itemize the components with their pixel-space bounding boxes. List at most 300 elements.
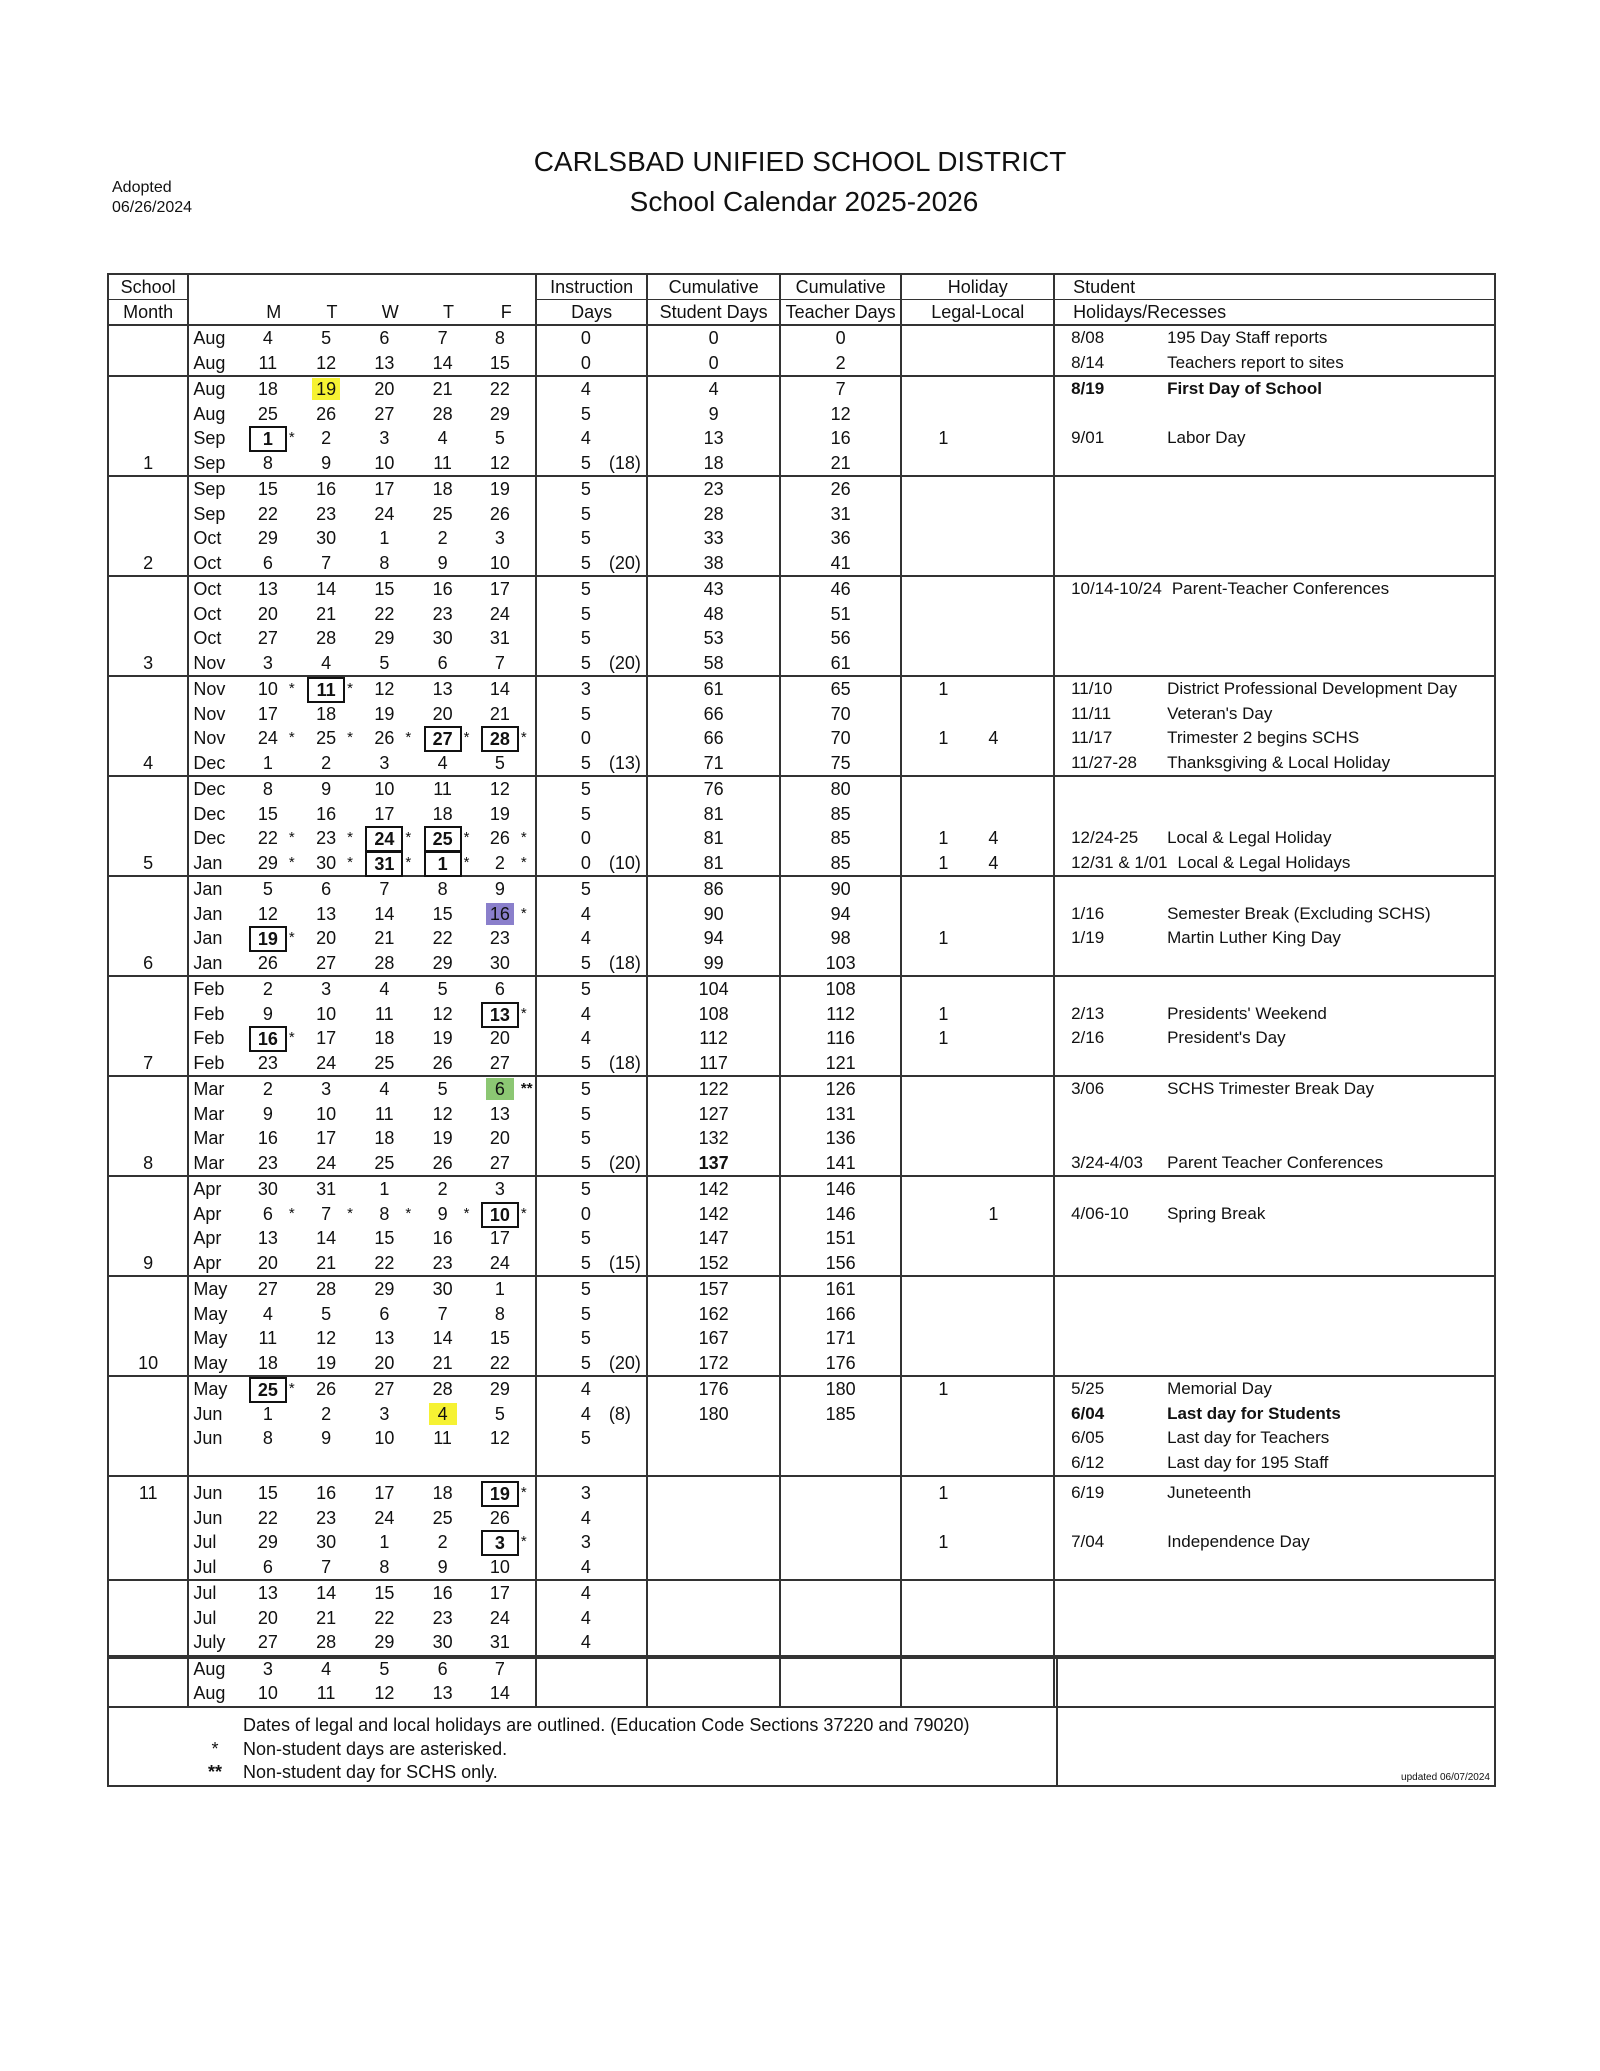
instruction-days-cell bbox=[536, 726, 647, 751]
day-cell bbox=[303, 651, 361, 677]
day-number-wrap bbox=[479, 777, 521, 801]
day-number-wrap bbox=[305, 426, 347, 450]
school-month-cell: 4 bbox=[108, 751, 188, 777]
day-cell bbox=[303, 1076, 361, 1102]
day-number: 30 bbox=[432, 1279, 453, 1299]
day-number: 2 bbox=[262, 979, 273, 999]
day-number-wrap bbox=[422, 702, 464, 726]
holiday-date-outlined: 3 bbox=[481, 1530, 519, 1556]
holiday-legal-local-cell bbox=[901, 1530, 1054, 1555]
instruction-days-cell bbox=[536, 1276, 647, 1302]
month-label: May bbox=[188, 1276, 244, 1302]
day-number: 2 bbox=[494, 852, 505, 873]
day-number-wrap bbox=[479, 1002, 521, 1028]
day-number-wrap bbox=[247, 751, 289, 775]
day-number: 1 bbox=[262, 1403, 273, 1424]
day-cell bbox=[419, 1580, 477, 1606]
day-cell bbox=[245, 1076, 303, 1102]
non-student-asterisk: * bbox=[463, 853, 470, 871]
day-cell bbox=[419, 376, 477, 402]
day-number: 12 bbox=[316, 352, 337, 373]
holiday-legal-local-cell bbox=[901, 1351, 1054, 1377]
instruction-days-cell bbox=[536, 926, 647, 951]
day-number-wrap bbox=[363, 402, 405, 426]
legend-note-double-asterisk: Non-student day for SCHS only. bbox=[243, 1762, 498, 1782]
day-cell bbox=[361, 351, 419, 377]
day-number-wrap bbox=[305, 702, 347, 726]
day-cell bbox=[419, 1555, 477, 1581]
day-number: 22 bbox=[257, 828, 278, 848]
day-number-wrap bbox=[363, 526, 405, 550]
holiday-description: Teachers report to sites bbox=[1167, 352, 1344, 372]
day-number-wrap bbox=[479, 1326, 521, 1350]
non-student-asterisk: * bbox=[520, 1484, 527, 1501]
month-label: Nov bbox=[193, 728, 226, 749]
school-month-cell bbox=[108, 1606, 188, 1631]
day-number: 10 bbox=[257, 1683, 278, 1703]
day-number-wrap bbox=[363, 1151, 405, 1175]
day-number-wrap bbox=[247, 877, 289, 901]
calendar-row bbox=[108, 1376, 1495, 1402]
holiday-description: Thanksgiving & Local Holiday bbox=[1167, 752, 1391, 772]
day-number: 2 bbox=[437, 1532, 448, 1552]
cumulative-student-days bbox=[647, 1530, 780, 1555]
day-cell bbox=[303, 1376, 361, 1402]
month-label: Sep bbox=[188, 476, 244, 502]
instruction-days: 3 bbox=[580, 679, 591, 699]
day-number: 29 bbox=[374, 1279, 395, 1299]
instruction-days: 5 bbox=[580, 452, 591, 473]
instruction-days: 5 bbox=[580, 579, 591, 599]
day-number-wrap bbox=[422, 1202, 464, 1226]
instruction-days-cell bbox=[536, 376, 647, 402]
school-month-cell bbox=[108, 726, 188, 751]
day-cell bbox=[478, 476, 536, 502]
day-number: 17 bbox=[489, 579, 510, 599]
day-number-wrap bbox=[305, 477, 347, 501]
instruction-days: 0 bbox=[580, 828, 591, 848]
day-number-wrap bbox=[363, 1377, 405, 1401]
cumulative-student-days bbox=[647, 1555, 780, 1581]
instruction-days: 4 bbox=[580, 903, 591, 924]
day-number-wrap bbox=[305, 502, 347, 526]
student-holiday-cell bbox=[1054, 826, 1495, 851]
day-number: 17 bbox=[374, 803, 395, 824]
student-holiday-cell bbox=[1054, 702, 1495, 727]
day-number-wrap bbox=[479, 1555, 521, 1579]
day-cell bbox=[245, 951, 303, 977]
calendar-row bbox=[108, 551, 1495, 577]
month-label: Apr bbox=[193, 1228, 222, 1249]
day-number-wrap bbox=[247, 1151, 289, 1175]
day-number-wrap bbox=[247, 1506, 289, 1530]
day-number-wrap bbox=[479, 1451, 521, 1475]
day-number: 16 bbox=[432, 1228, 453, 1248]
day-cell bbox=[245, 1226, 303, 1251]
holiday-date: 2/13 bbox=[1071, 1003, 1105, 1023]
cumulative-teacher-days: 65 bbox=[780, 676, 902, 702]
day-number-wrap bbox=[305, 577, 347, 601]
district-name: CARLSBAD UNIFIED SCHOOL DISTRICT bbox=[533, 146, 1067, 177]
day-cell bbox=[419, 1002, 477, 1027]
instruction-days: 5 bbox=[580, 403, 591, 424]
instruction-days-cell bbox=[536, 402, 647, 427]
month-label: Apr bbox=[193, 1252, 222, 1273]
day-number: 7 bbox=[437, 1303, 448, 1324]
day-number-wrap bbox=[247, 1555, 289, 1579]
day-cell bbox=[478, 1302, 536, 1327]
cumulative-student-days: 81 bbox=[647, 851, 780, 877]
holiday-legal-local-cell bbox=[901, 1606, 1054, 1631]
month-label: May bbox=[193, 1352, 228, 1373]
day-cell bbox=[419, 1226, 477, 1251]
day-number: 12 bbox=[432, 1003, 453, 1024]
student-holiday-cell bbox=[1054, 1376, 1495, 1402]
day-cell bbox=[245, 1276, 303, 1302]
day-number: 13 bbox=[489, 1103, 510, 1124]
day-cell bbox=[303, 1506, 361, 1531]
day-cell bbox=[419, 1251, 477, 1277]
day-number: 13 bbox=[257, 579, 278, 599]
day-cell bbox=[478, 951, 536, 977]
day-cell bbox=[419, 1506, 477, 1531]
day-number-wrap bbox=[422, 951, 464, 975]
day-number: 14 bbox=[432, 1328, 453, 1348]
cumulative-student-days bbox=[647, 1481, 780, 1506]
day-number-wrap bbox=[363, 1177, 405, 1201]
holiday-legal-local-cell bbox=[901, 1076, 1054, 1102]
day-cell bbox=[303, 626, 361, 651]
day-number: 24 bbox=[489, 1252, 510, 1273]
calendar-row bbox=[108, 1580, 1495, 1606]
day-number: 11 bbox=[433, 452, 452, 473]
day-number: 4 bbox=[379, 979, 390, 999]
cumulative-teacher-days: 61 bbox=[780, 651, 902, 677]
day-number-wrap bbox=[479, 826, 521, 850]
day-cell bbox=[419, 1481, 477, 1506]
instruction-days-cell bbox=[536, 1151, 647, 1177]
day-number-wrap bbox=[305, 1481, 347, 1505]
school-month-cell bbox=[108, 1326, 188, 1351]
day-cell bbox=[478, 376, 536, 402]
month-label: May bbox=[188, 1376, 244, 1402]
day-number-wrap bbox=[479, 751, 521, 775]
day-number-wrap bbox=[305, 751, 347, 775]
day-number: 22 bbox=[374, 603, 395, 624]
instruction-days-cell bbox=[536, 351, 647, 377]
day-number: 28 bbox=[316, 628, 337, 648]
day-cell bbox=[419, 926, 477, 951]
day-cell bbox=[478, 676, 536, 702]
calendar-row bbox=[108, 751, 1495, 777]
instruction-days-cell bbox=[536, 1606, 647, 1631]
day-number: 5 bbox=[379, 652, 390, 673]
day-number-wrap bbox=[305, 1581, 347, 1605]
day-number-wrap bbox=[479, 1177, 521, 1201]
day-cell bbox=[245, 526, 303, 551]
day-number-wrap bbox=[363, 502, 405, 526]
day-cell bbox=[361, 476, 419, 502]
header-days: Days bbox=[536, 300, 647, 326]
day-cell bbox=[245, 551, 303, 577]
day-number: 26 bbox=[316, 1379, 337, 1399]
day-number-wrap bbox=[479, 1606, 521, 1630]
cumulative-teacher-days bbox=[780, 1506, 902, 1531]
day-number: 13 bbox=[374, 352, 395, 373]
holiday-description: Last day for Students bbox=[1167, 1403, 1341, 1423]
day-number-wrap bbox=[247, 951, 289, 975]
holiday-date-outlined: 13 bbox=[481, 1002, 519, 1028]
day-number-wrap bbox=[479, 1202, 521, 1228]
student-holiday-cell bbox=[1054, 576, 1495, 602]
cumulative-student-days: 180 bbox=[647, 1402, 780, 1427]
header-legal-local: Legal-Local bbox=[901, 300, 1054, 326]
day-cell bbox=[245, 976, 303, 1002]
day-number-wrap bbox=[422, 1377, 464, 1401]
day-cell bbox=[478, 1402, 536, 1427]
day-cell bbox=[303, 1351, 361, 1377]
day-cell bbox=[419, 402, 477, 427]
student-holiday-cell bbox=[1054, 876, 1495, 902]
calendar-row bbox=[108, 376, 1495, 402]
day-number-wrap bbox=[363, 426, 405, 450]
student-holiday-cell bbox=[1054, 1326, 1495, 1351]
day-number: 16 bbox=[316, 479, 337, 499]
non-student-asterisk: * bbox=[288, 1029, 295, 1046]
day-number-wrap bbox=[363, 651, 405, 675]
legend-note-asterisk: Non-student days are asterisked. bbox=[243, 1739, 508, 1759]
student-holiday-cell bbox=[1054, 325, 1495, 351]
instruction-days-cell bbox=[536, 1580, 647, 1606]
day-cell bbox=[303, 1026, 361, 1051]
day-number-wrap bbox=[479, 451, 521, 475]
calendar-row bbox=[108, 626, 1495, 651]
student-holiday-cell bbox=[1054, 776, 1495, 802]
day-cell bbox=[478, 526, 536, 551]
day-number-wrap bbox=[363, 1102, 405, 1126]
month-label: Dec bbox=[188, 776, 244, 802]
non-student-asterisk: * bbox=[288, 680, 295, 697]
day-cell bbox=[303, 476, 361, 502]
day-number: 6 bbox=[262, 1203, 273, 1224]
non-student-asterisk: ** bbox=[520, 1080, 533, 1097]
day-number-wrap bbox=[247, 402, 289, 426]
day-number: 28 bbox=[432, 1379, 453, 1399]
day-cell bbox=[303, 426, 361, 451]
day-number: 15 bbox=[489, 1328, 510, 1348]
day-cell bbox=[419, 426, 477, 451]
day-number: 12 bbox=[489, 779, 510, 799]
day-cell bbox=[361, 902, 419, 927]
day-number-wrap bbox=[247, 926, 289, 952]
day-number: 17 bbox=[489, 1228, 510, 1248]
instruction-days: 5 bbox=[580, 628, 591, 648]
day-number-wrap bbox=[422, 826, 464, 852]
instruction-days-cell bbox=[536, 1402, 647, 1427]
holiday-description: Parent-Teacher Conferences bbox=[1171, 579, 1390, 599]
holiday-legal-local-cell bbox=[901, 776, 1054, 802]
day-number-wrap bbox=[247, 1451, 289, 1475]
day-number: 9 bbox=[437, 1556, 448, 1577]
day-number-wrap bbox=[305, 1002, 347, 1026]
day-cell bbox=[245, 1102, 303, 1127]
day-number-wrap bbox=[363, 1451, 405, 1475]
holiday-description: First Day of School bbox=[1167, 379, 1322, 399]
day-cell bbox=[478, 802, 536, 827]
day-number-wrap bbox=[305, 1630, 347, 1654]
day-cell bbox=[361, 1506, 419, 1531]
non-student-asterisk: * bbox=[347, 1204, 353, 1222]
day-number-wrap bbox=[363, 1002, 405, 1026]
calendar-row bbox=[108, 1126, 1495, 1151]
holiday-legal-local-cell bbox=[901, 351, 1054, 377]
day-number-wrap bbox=[247, 1302, 289, 1326]
holiday-legal-local-cell bbox=[901, 751, 1054, 777]
day-cell bbox=[419, 1051, 477, 1077]
calendar-row bbox=[108, 676, 1495, 702]
day-number-wrap bbox=[363, 926, 405, 950]
calendar-row bbox=[108, 526, 1495, 551]
day-cell bbox=[478, 1226, 536, 1251]
day-cell bbox=[419, 325, 477, 351]
day-number-wrap bbox=[422, 602, 464, 626]
day-number-wrap bbox=[479, 602, 521, 626]
day-number-wrap bbox=[422, 1226, 464, 1250]
day-cell bbox=[478, 1451, 536, 1477]
day-number-wrap bbox=[422, 1481, 464, 1505]
day-number-wrap bbox=[247, 651, 289, 675]
cumulative-teacher-days: 46 bbox=[780, 576, 902, 602]
month-label: Aug bbox=[188, 325, 244, 351]
day-number: 4 bbox=[321, 1658, 332, 1679]
day-number: 8 bbox=[494, 328, 505, 348]
day-cell bbox=[419, 1102, 477, 1127]
day-number: 24 bbox=[257, 728, 278, 748]
day-number: 13 bbox=[257, 1228, 278, 1248]
calendar-row bbox=[108, 1530, 1495, 1555]
day-cell bbox=[361, 1555, 419, 1581]
day-number: 29 bbox=[257, 852, 278, 873]
day-number: 4 bbox=[437, 428, 448, 448]
day-number-wrap bbox=[479, 351, 521, 375]
cumulative-teacher-days: 85 bbox=[780, 802, 902, 827]
day-number-wrap bbox=[422, 326, 464, 350]
cumulative-student-days: 81 bbox=[647, 826, 780, 851]
student-holiday-cell bbox=[1054, 1176, 1495, 1202]
day-number-wrap bbox=[305, 1451, 347, 1475]
day-number: 5 bbox=[379, 1658, 390, 1679]
day-cell bbox=[361, 1606, 419, 1631]
day-number: 10 bbox=[257, 679, 278, 699]
instruction-days: 5 bbox=[580, 1279, 591, 1299]
day-number-wrap bbox=[479, 951, 521, 975]
school-month-cell: 2 bbox=[108, 551, 188, 577]
cumulative-student-days: 122 bbox=[647, 1076, 780, 1102]
day-number-wrap bbox=[422, 551, 464, 575]
day-number: 7 bbox=[379, 879, 390, 899]
day-number: 13 bbox=[316, 903, 337, 924]
day-number: 19 bbox=[432, 1028, 453, 1048]
day-cell bbox=[478, 751, 536, 777]
cumulative-student-days: 0 bbox=[647, 351, 780, 377]
day-cell bbox=[361, 776, 419, 802]
day-number: 2 bbox=[262, 1079, 273, 1099]
day-cell bbox=[245, 1051, 303, 1077]
day-number-wrap bbox=[479, 626, 521, 650]
day-number-wrap bbox=[479, 1151, 521, 1175]
day-cell bbox=[303, 1426, 361, 1451]
day-cell bbox=[478, 1555, 536, 1581]
day-number: 6 bbox=[321, 879, 332, 899]
holiday-date: 5/25 bbox=[1071, 1379, 1105, 1399]
cumulative-teacher-days: 41 bbox=[780, 551, 902, 577]
day-number: 24 bbox=[316, 1052, 337, 1073]
day-cell bbox=[419, 651, 477, 677]
day-number-wrap bbox=[363, 1555, 405, 1579]
legend-symbol-double-asterisk: ** bbox=[207, 1762, 222, 1782]
table-header bbox=[108, 274, 1495, 325]
day-number: 20 bbox=[316, 928, 337, 948]
non-student-asterisk: * bbox=[347, 680, 353, 697]
holiday-legal-local-cell bbox=[901, 1376, 1054, 1402]
calendar-row bbox=[108, 1451, 1495, 1477]
day-cell bbox=[303, 926, 361, 951]
holiday-date-outlined: 28 bbox=[481, 726, 519, 752]
month-label: Jul bbox=[188, 1580, 244, 1606]
day-number: 23 bbox=[257, 1052, 278, 1073]
day-cell bbox=[419, 1026, 477, 1051]
day-number-wrap bbox=[422, 626, 464, 650]
day-cell bbox=[245, 1151, 303, 1177]
day-number: 30 bbox=[316, 852, 337, 873]
school-month-cell bbox=[108, 1426, 188, 1451]
day-number: 22 bbox=[374, 1252, 395, 1273]
holiday-legal-local-cell bbox=[901, 702, 1054, 727]
day-cell bbox=[245, 1026, 303, 1051]
student-holiday-cell bbox=[1054, 1426, 1495, 1451]
cumulative-teacher-days bbox=[780, 1555, 902, 1581]
day-cell bbox=[419, 976, 477, 1002]
day-number-wrap bbox=[479, 1426, 521, 1450]
day-cell bbox=[303, 1251, 361, 1277]
day-cell bbox=[361, 726, 419, 751]
day-cell bbox=[303, 802, 361, 827]
day-number: 20 bbox=[489, 1028, 510, 1048]
instruction-days-cell bbox=[536, 1026, 647, 1051]
holiday-description: District Professional Development Day bbox=[1167, 679, 1458, 699]
day-cell bbox=[361, 551, 419, 577]
month-label: Apr bbox=[193, 1203, 222, 1224]
month-total-days: (15) bbox=[608, 1252, 641, 1273]
day-cell bbox=[419, 702, 477, 727]
school-month-cell bbox=[108, 976, 188, 1002]
cumulative-student-days: 157 bbox=[647, 1276, 780, 1302]
day-number-wrap bbox=[479, 902, 521, 926]
day-number-wrap bbox=[422, 877, 464, 901]
cumulative-teacher-days: 31 bbox=[780, 502, 902, 527]
holiday-description: Juneteenth bbox=[1167, 1483, 1252, 1503]
cumulative-student-days bbox=[647, 1630, 780, 1656]
day-cell bbox=[245, 1555, 303, 1581]
student-holiday-cell bbox=[1054, 502, 1495, 527]
day-number-wrap bbox=[247, 1530, 289, 1554]
day-cell bbox=[361, 1251, 419, 1277]
day-cell bbox=[303, 502, 361, 527]
day-number: 7 bbox=[321, 1203, 332, 1224]
calendar-row bbox=[108, 502, 1495, 527]
day-number-wrap bbox=[363, 1126, 405, 1150]
day-cell bbox=[245, 1580, 303, 1606]
